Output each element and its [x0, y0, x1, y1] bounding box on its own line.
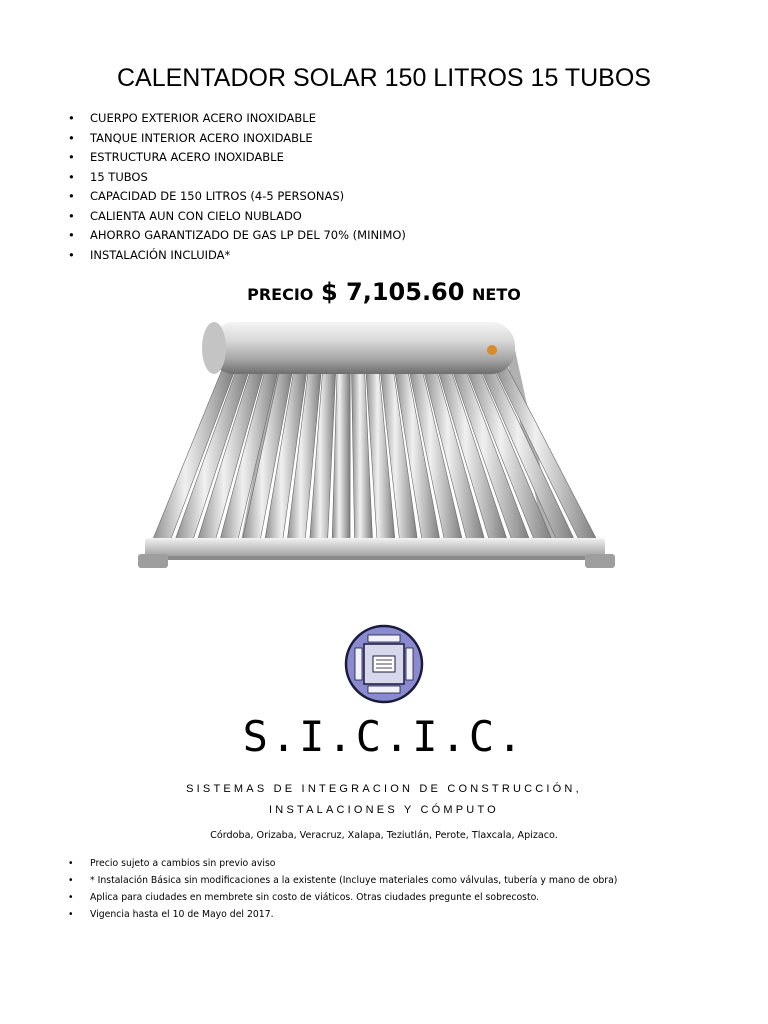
feature-item: • AHORRO GARANTIZADO DE GAS LP DEL 70% (MINIMO) [68, 226, 406, 246]
feature-item: • TANQUE INTERIOR ACERO INOXIDABLE [68, 129, 406, 149]
note-item: • * Instalación Básica sin modificaciones a la existente (Incluye materiales como válvulas, tubería y mano de obra) [68, 872, 708, 889]
note-item: • Precio sujeto a cambios sin previo aviso [68, 855, 708, 872]
page-title: CALENTADOR SOLAR 150 LITROS 15 TUBOS [117, 64, 651, 92]
note-item: • Aplica para ciudades en membrete sin costo de viáticos. Otras ciudades pregunte el sobrecosto. [68, 889, 708, 906]
feature-item: • ESTRUCTURA ACERO INOXIDABLE [68, 148, 406, 168]
feature-item: • CUERPO EXTERIOR ACERO INOXIDABLE [68, 109, 406, 129]
price-amount: $ 7,105.60 [320, 278, 465, 306]
price-suffix: NETO [472, 285, 521, 304]
note-item: • Vigencia hasta el 10 de Mayo del 2017. [68, 906, 708, 923]
feature-item: • CALIENTA AUN CON CIELO NUBLADO [68, 207, 406, 227]
company-name: S.I.C.I.C. [242, 712, 526, 761]
cities-line: Córdoba, Orizaba, Veracruz, Xalapa, Teziutlán, Perote, Tlaxcala, Apizaco. [210, 830, 558, 841]
feature-list [68, 109, 406, 265]
feature-item: • INSTALACIÓN INCLUIDA* [68, 246, 406, 266]
feature-item: • 15 TUBOS [68, 168, 406, 188]
price-label: PRECIO [247, 285, 314, 304]
price-line [0, 278, 768, 306]
notes-list [68, 855, 708, 923]
company-tagline-1: SISTEMAS DE INTEGRACION DE CONSTRUCCIÓN, [186, 783, 582, 795]
sicic-seal-icon [344, 624, 424, 704]
feature-item: • CAPACIDAD DE 150 LITROS (4-5 PERSONAS) [68, 187, 406, 207]
solar-heater-image [130, 316, 630, 616]
company-tagline-2: INSTALACIONES Y CÓMPUTO [269, 804, 499, 816]
